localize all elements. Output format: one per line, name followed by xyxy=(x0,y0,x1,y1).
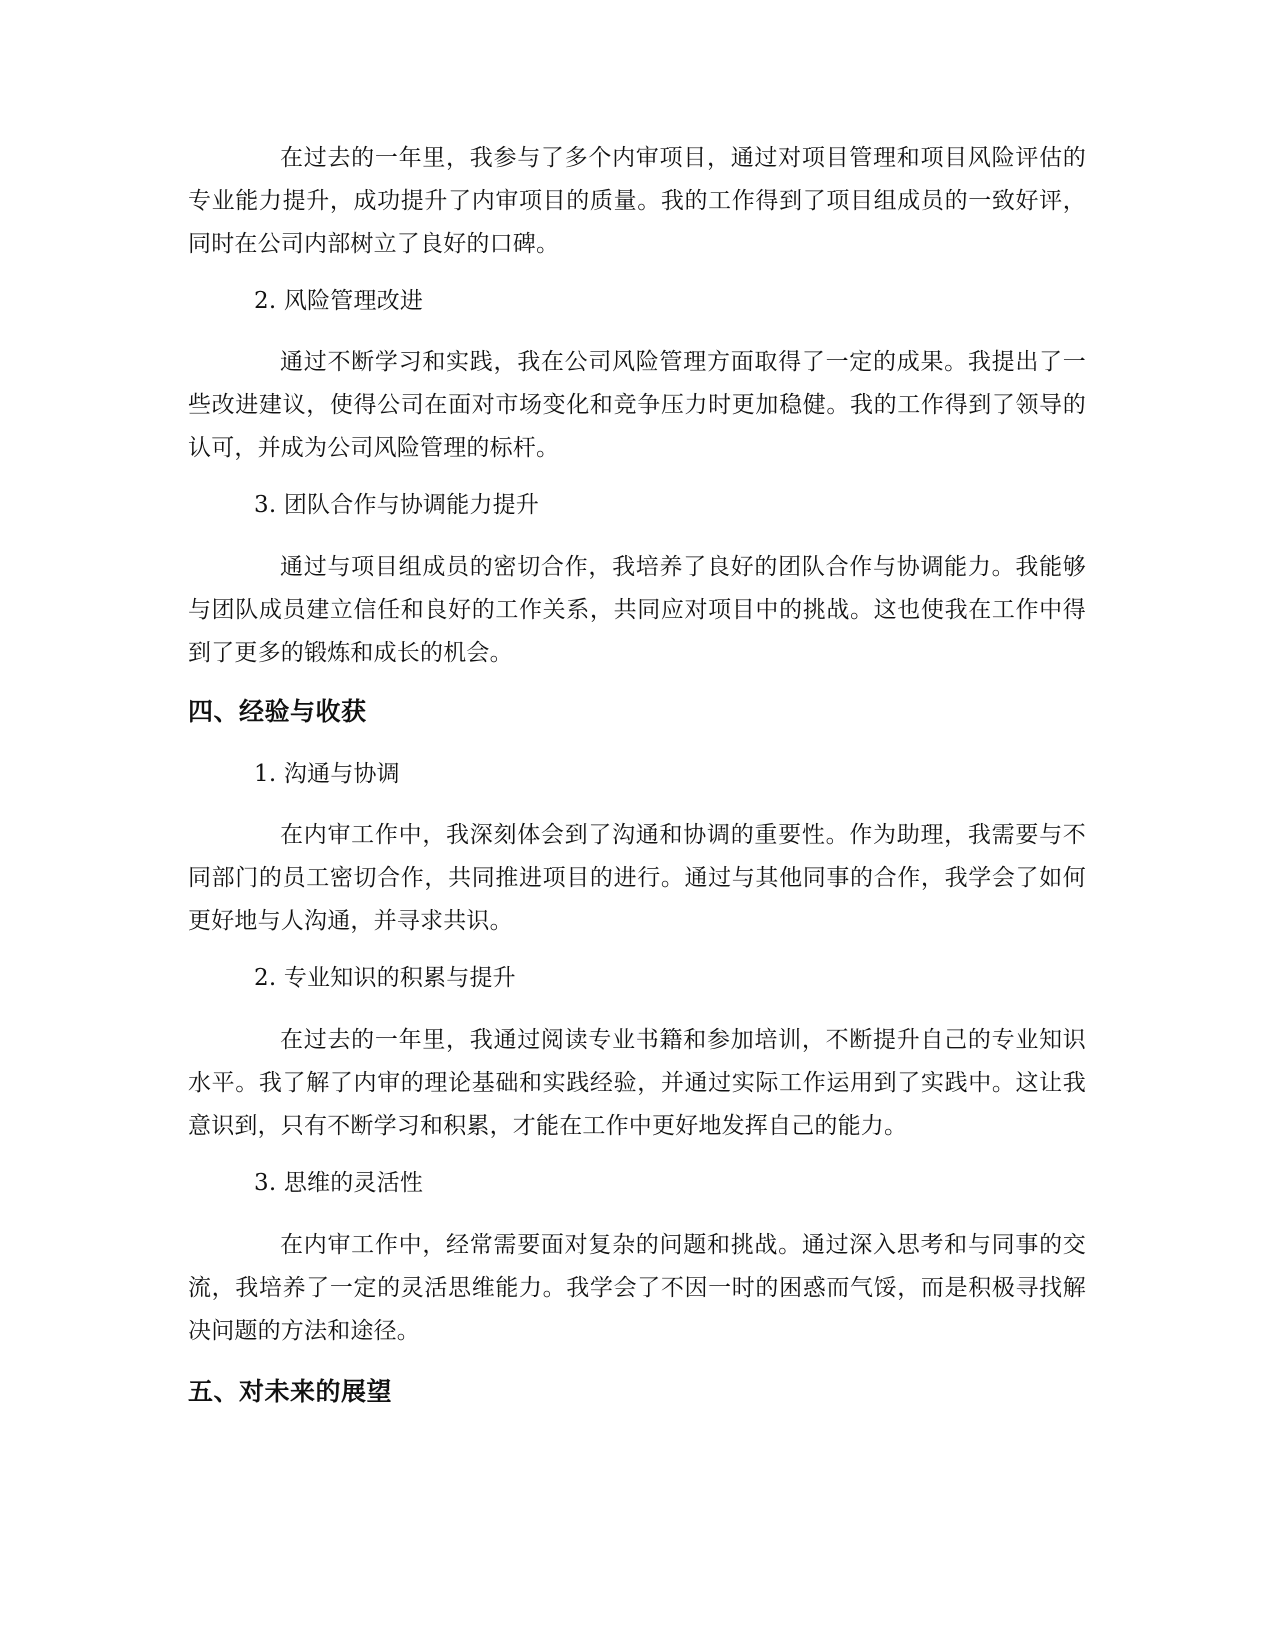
paragraph-risk-management: 通过不断学习和实践，我在公司风险管理方面取得了一定的成果。我提出了一些改进建议，使得公司在面对市场变化和竞争压力时更加稳健。我的工作得到了领导的认可，并成为公司风险管理的标杆。 xyxy=(188,349,1086,461)
subheading-risk-management: 2. 风险管理改进 xyxy=(254,288,424,314)
paragraph-professional-knowledge: 在过去的一年里，我通过阅读专业书籍和参加培训，不断提升自己的专业知识水平。我了解了内审的理论基础和实践经验，并通过实际工作运用到了实践中。这让我意识到，只有不断学习和积累，才能在工作中更好地发挥自己的能力。 xyxy=(188,1027,1086,1139)
subheading-teamwork: 3. 团队合作与协调能力提升 xyxy=(254,492,540,518)
paragraph-project-quality: 在过去的一年里，我参与了多个内审项目，通过对项目管理和项目风险评估的专业能力提升，成功提升了内审项目的质量。我的工作得到了项目组成员的一致好评，同时在公司内部树立了良好的口碑。 xyxy=(188,145,1086,257)
section-heading-experience: 四、经验与收获 xyxy=(188,697,367,726)
subheading-flexible-thinking: 3. 思维的灵活性 xyxy=(254,1170,424,1196)
subheading-communication: 1. 沟通与协调 xyxy=(254,761,400,787)
paragraph-flexible-thinking: 在内审工作中，经常需要面对复杂的问题和挑战。通过深入思考和与同事的交流，我培养了一定的灵活思维能力。我学会了不因一时的困惑而气馁，而是积极寻找解决问题的方法和途径。 xyxy=(188,1232,1086,1344)
section-heading-future: 五、对未来的展望 xyxy=(188,1377,393,1406)
paragraph-communication: 在内审工作中，我深刻体会到了沟通和协调的重要性。作为助理，我需要与不同部门的员工密切合作，共同推进项目的进行。通过与其他同事的合作，我学会了如何更好地与人沟通，并寻求共识。 xyxy=(188,822,1086,934)
subheading-professional-knowledge: 2. 专业知识的积累与提升 xyxy=(254,965,516,991)
paragraph-teamwork: 通过与项目组成员的密切合作，我培养了良好的团队合作与协调能力。我能够与团队成员建立信任和良好的工作关系，共同应对项目中的挑战。这也使我在工作中得到了更多的锻炼和成长的机会。 xyxy=(188,554,1086,666)
